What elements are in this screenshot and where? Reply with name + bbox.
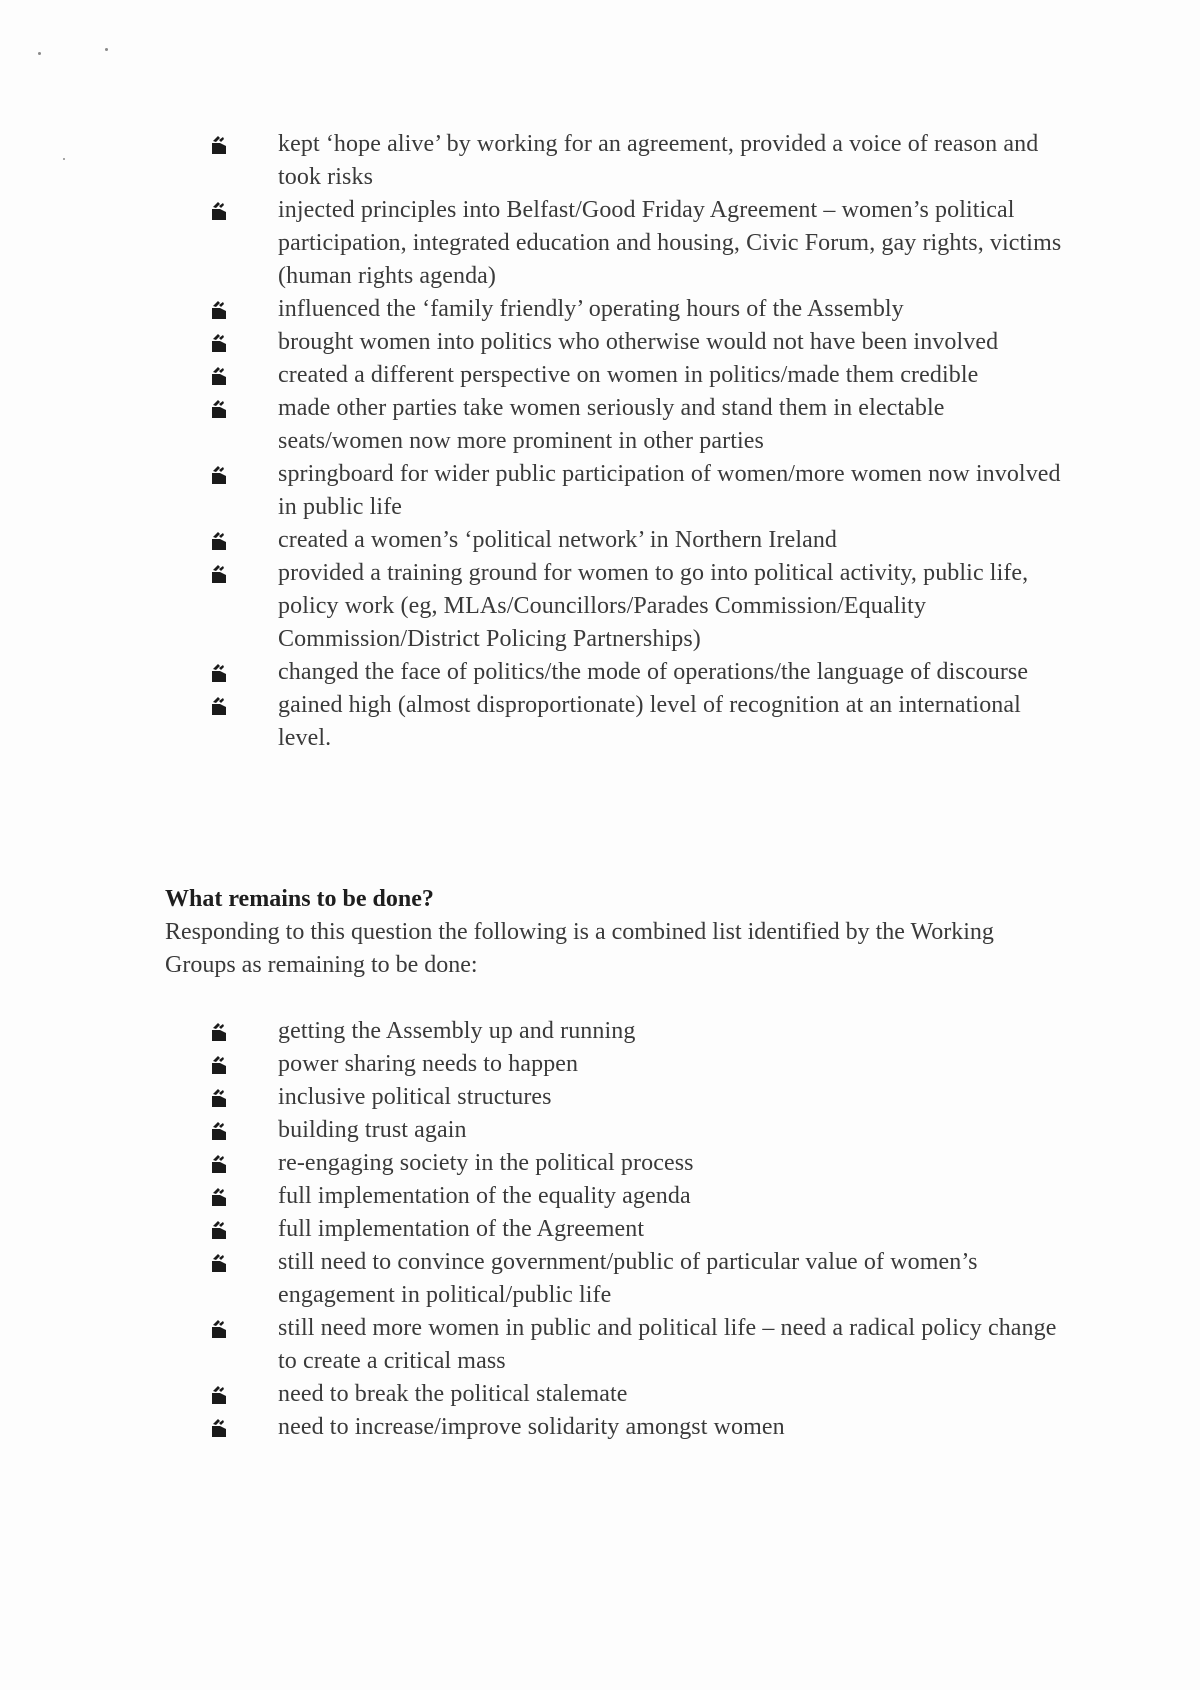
pointing-hand-icon bbox=[210, 365, 228, 387]
list-item-text: influenced the ‘family friendly’ operating hours of the Assembly bbox=[278, 296, 904, 322]
scan-speck bbox=[105, 48, 108, 51]
list-item-text: full implementation of the equality agenda bbox=[278, 1183, 691, 1209]
list-item bbox=[205, 1114, 1065, 1147]
list-item bbox=[205, 557, 1065, 656]
list-item bbox=[205, 326, 1065, 359]
list-item bbox=[205, 524, 1065, 557]
list-item-text: getting the Assembly up and running bbox=[278, 1018, 636, 1044]
list-item-text: changed the face of politics/the mode of operations/the language of discourse bbox=[278, 659, 1029, 685]
list-item bbox=[205, 1180, 1065, 1213]
list-item-text: gained high (almost disproportionate) level of recognition at an international level. bbox=[278, 692, 1021, 751]
pointing-hand-icon bbox=[210, 134, 228, 156]
list-item-text: kept ‘hope alive’ by working for an agreement, provided a voice of reason and took risks bbox=[278, 131, 1039, 190]
remaining-list bbox=[205, 1015, 1065, 1444]
pointing-hand-icon bbox=[210, 1318, 228, 1340]
list-item-text: brought women into politics who otherwise would not have been involved bbox=[278, 329, 999, 355]
list-item bbox=[205, 293, 1065, 326]
list-item-text: injected principles into Belfast/Good Friday Agreement – women’s political participation, integrated education and housing, Civic Forum, gay rights, victims (human rights agenda) bbox=[278, 197, 1062, 289]
pointing-hand-icon bbox=[210, 200, 228, 222]
list-item bbox=[205, 1312, 1065, 1378]
list-item bbox=[205, 359, 1065, 392]
list-item bbox=[205, 1048, 1065, 1081]
pointing-hand-icon bbox=[210, 1054, 228, 1076]
pointing-hand-icon bbox=[210, 1252, 228, 1274]
list-item-text: need to increase/improve solidarity amongst women bbox=[278, 1414, 785, 1440]
list-item bbox=[205, 1015, 1065, 1048]
pointing-hand-icon bbox=[210, 299, 228, 321]
list-item-text: created a different perspective on women in politics/made them credible bbox=[278, 362, 979, 388]
pointing-hand-icon bbox=[210, 1186, 228, 1208]
section-intro: Responding to this question the following is a combined list identified by the Working Groups as remaining to be done: bbox=[165, 919, 994, 978]
list-item-text: provided a training ground for women to go into political activity, public life, policy work (eg, MLAs/Councillors/Parades Commission/Equality Commission/District Policing Partnerships) bbox=[278, 560, 1029, 652]
list-item-text: full implementation of the Agreement bbox=[278, 1216, 645, 1242]
pointing-hand-icon bbox=[210, 695, 228, 717]
list-item-text: created a women’s ‘political network’ in Northern Ireland bbox=[278, 527, 838, 553]
list-item-text: re-engaging society in the political process bbox=[278, 1150, 694, 1176]
list-item-text: building trust again bbox=[278, 1117, 467, 1143]
list-item bbox=[205, 1378, 1065, 1411]
list-item-text: springboard for wider public participation of women/more women now involved in public life bbox=[278, 461, 1061, 520]
pointing-hand-icon bbox=[210, 1087, 228, 1109]
list-item bbox=[205, 1411, 1065, 1444]
achievements-list bbox=[205, 128, 1065, 755]
pointing-hand-icon bbox=[210, 1417, 228, 1439]
pointing-hand-icon bbox=[210, 1021, 228, 1043]
pointing-hand-icon bbox=[210, 563, 228, 585]
list-item bbox=[205, 194, 1065, 293]
list-item bbox=[205, 128, 1065, 194]
list-item bbox=[205, 656, 1065, 689]
scan-speck bbox=[38, 52, 41, 55]
list-item bbox=[205, 1147, 1065, 1180]
pointing-hand-icon bbox=[210, 332, 228, 354]
pointing-hand-icon bbox=[210, 398, 228, 420]
list-item-text: power sharing needs to happen bbox=[278, 1051, 579, 1077]
list-item-text: made other parties take women seriously and stand them in electable seats/women now more prominent in other parties bbox=[278, 395, 945, 454]
scan-speck bbox=[63, 158, 65, 160]
list-item bbox=[205, 458, 1065, 524]
list-item-text: still need to convince government/public of particular value of women’s engagement in political/public life bbox=[278, 1249, 978, 1308]
pointing-hand-icon bbox=[210, 464, 228, 486]
pointing-hand-icon bbox=[210, 662, 228, 684]
pointing-hand-icon bbox=[210, 1384, 228, 1406]
pointing-hand-icon bbox=[210, 530, 228, 552]
list-item-text: still need more women in public and political life – need a radical policy change to create a critical mass bbox=[278, 1315, 1057, 1374]
list-item bbox=[205, 1246, 1065, 1312]
pointing-hand-icon bbox=[210, 1219, 228, 1241]
list-item-text: need to break the political stalemate bbox=[278, 1381, 628, 1407]
list-item bbox=[205, 689, 1065, 755]
pointing-hand-icon bbox=[210, 1120, 228, 1142]
section-heading: What remains to be done? bbox=[165, 886, 434, 912]
list-item bbox=[205, 1081, 1065, 1114]
list-item-text: inclusive political structures bbox=[278, 1084, 552, 1110]
list-item bbox=[205, 1213, 1065, 1246]
remaining-section bbox=[165, 883, 1065, 982]
list-item bbox=[205, 392, 1065, 458]
pointing-hand-icon bbox=[210, 1153, 228, 1175]
